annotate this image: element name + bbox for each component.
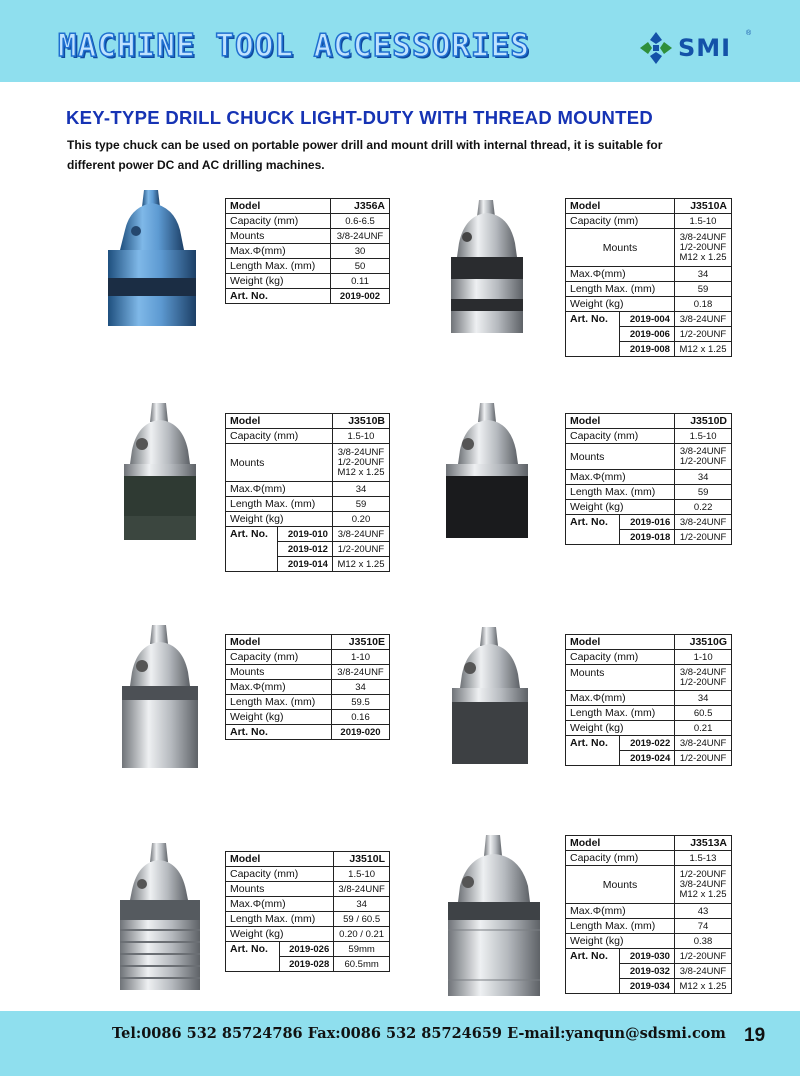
art-no-code: 2019-028 xyxy=(280,957,334,972)
mount-option: 3/8-24UNF xyxy=(679,445,727,457)
max-diameter-value: 34 xyxy=(334,897,390,912)
registered-mark: ® xyxy=(746,30,752,37)
length-label: Length Max. (mm) xyxy=(226,912,334,927)
table-row xyxy=(566,866,732,904)
table-row xyxy=(566,836,732,851)
capacity-value: 1-10 xyxy=(675,650,732,665)
table-row xyxy=(226,199,390,214)
chuck-image-j3510l xyxy=(112,838,207,998)
max-diameter-label: Max.Φ(mm) xyxy=(226,482,333,497)
chuck-image-j3510e xyxy=(110,620,210,775)
max-diameter-value: 34 xyxy=(332,482,389,497)
table-row xyxy=(226,912,390,927)
spec-table-j3510l xyxy=(225,851,390,972)
length-label: Length Max. (mm) xyxy=(566,485,675,500)
capacity-value: 1.5-10 xyxy=(332,429,389,444)
table-row xyxy=(226,695,390,710)
mounts-label: Mounts xyxy=(226,444,333,482)
spec-table-j3510d xyxy=(565,413,732,545)
mount-option: 3/8-24UNF xyxy=(679,666,727,678)
mounts-label: Mounts xyxy=(566,866,675,904)
blank-cell xyxy=(226,557,278,572)
mounts-label: Mounts xyxy=(566,444,675,470)
mount-option: 1/2-20UNF xyxy=(679,241,727,253)
length-label: Length Max. (mm) xyxy=(226,695,332,710)
table-row xyxy=(566,650,732,665)
spec-table-j3510a xyxy=(565,198,732,357)
table-row xyxy=(226,942,390,957)
mounts-value xyxy=(674,229,731,267)
mount-option: 3/8-24UNF xyxy=(679,878,727,890)
header-banner xyxy=(0,0,800,82)
blank-cell xyxy=(566,530,620,545)
capacity-label: Capacity (mm) xyxy=(566,429,675,444)
length-value: 59 xyxy=(675,485,732,500)
table-row xyxy=(226,259,390,274)
table-row xyxy=(226,482,390,497)
table-row xyxy=(226,527,390,542)
chuck-image-j356a xyxy=(100,185,205,355)
mount-option: 1/2-20UNF xyxy=(679,868,727,880)
table-row xyxy=(226,214,390,229)
mount-option: M12 x 1.25 xyxy=(337,466,385,478)
art-no-mount: M12 x 1.25 xyxy=(332,557,389,572)
weight-value: 0.16 xyxy=(332,710,390,725)
mounts-value: 3/8-24UNF xyxy=(334,882,390,897)
weight-label: Weight (kg) xyxy=(226,512,333,527)
table-row xyxy=(226,289,390,304)
art-no-mount: M12 x 1.25 xyxy=(674,979,731,994)
max-diameter-value: 43 xyxy=(674,904,731,919)
table-row xyxy=(566,414,732,429)
table-row xyxy=(566,635,732,650)
capacity-value: 1-10 xyxy=(332,650,390,665)
art-no-mount: M12 x 1.25 xyxy=(674,342,731,357)
table-row xyxy=(566,721,732,736)
mounts-value: 3/8-24UNF xyxy=(332,665,390,680)
table-row xyxy=(566,444,732,470)
model-value: J3510L xyxy=(334,852,390,867)
table-row xyxy=(566,282,732,297)
art-no-value: 2019-020 xyxy=(332,725,390,740)
art-no-code: 2019-008 xyxy=(620,342,675,357)
blank-cell xyxy=(566,327,620,342)
model-value: J3510B xyxy=(332,414,389,429)
model-value: J3510E xyxy=(332,635,390,650)
mounts-label: Mounts xyxy=(566,665,675,691)
length-label: Length Max. (mm) xyxy=(226,497,333,512)
art-no-mount: 59mm xyxy=(334,942,390,957)
section-title: KEY-TYPE DRILL CHUCK LIGHT-DUTY WITH THREAD MOUNTED xyxy=(66,107,654,128)
spec-table-j3510e xyxy=(225,634,390,740)
spec-table-j356a xyxy=(225,198,390,304)
model-label: Model xyxy=(566,414,675,429)
table-row xyxy=(566,706,732,721)
capacity-label: Capacity (mm) xyxy=(226,214,331,229)
art-no-mount: 1/2-20UNF xyxy=(332,542,389,557)
model-label: Model xyxy=(226,199,331,214)
mounts-label: Mounts xyxy=(226,665,332,680)
table-row xyxy=(226,957,390,972)
mounts-value xyxy=(332,444,389,482)
blank-cell xyxy=(226,542,278,557)
table-row xyxy=(566,665,732,691)
art-no-mount: 3/8-24UNF xyxy=(674,964,731,979)
model-label: Model xyxy=(226,852,334,867)
weight-value: 0.38 xyxy=(674,934,731,949)
chuck-image-j3510b xyxy=(110,398,210,558)
blank-cell xyxy=(566,342,620,357)
capacity-value: 0.6-6.5 xyxy=(331,214,390,229)
table-row xyxy=(226,444,390,482)
weight-label: Weight (kg) xyxy=(226,927,334,942)
table-row xyxy=(566,199,732,214)
weight-value: 0.22 xyxy=(675,500,732,515)
table-row xyxy=(566,949,732,964)
length-label: Length Max. (mm) xyxy=(566,919,675,934)
art-no-mount: 1/2-20UNF xyxy=(674,949,731,964)
max-diameter-label: Max.Φ(mm) xyxy=(226,897,334,912)
chuck-image-j3510a xyxy=(437,195,537,345)
mount-option: 3/8-24UNF xyxy=(679,231,727,243)
spec-table-j3513a xyxy=(565,835,732,994)
capacity-label: Capacity (mm) xyxy=(226,867,334,882)
length-value: 59 xyxy=(674,282,731,297)
table-row xyxy=(226,274,390,289)
table-row xyxy=(226,725,390,740)
art-no-mount: 1/2-20UNF xyxy=(675,751,732,766)
capacity-label: Capacity (mm) xyxy=(226,429,333,444)
art-no-code: 2019-010 xyxy=(278,527,333,542)
length-value: 50 xyxy=(331,259,390,274)
model-value: J3510A xyxy=(674,199,731,214)
weight-label: Weight (kg) xyxy=(566,297,675,312)
blank-cell xyxy=(566,751,620,766)
art-no-label: Art. No. xyxy=(226,527,278,542)
art-no-value: 2019-002 xyxy=(331,289,390,304)
company-logo xyxy=(638,30,758,66)
table-row xyxy=(566,919,732,934)
model-value: J3510D xyxy=(675,414,732,429)
max-diameter-value: 34 xyxy=(674,267,731,282)
max-diameter-label: Max.Φ(mm) xyxy=(566,267,675,282)
model-value: J356A xyxy=(331,199,390,214)
table-row xyxy=(566,470,732,485)
table-row xyxy=(566,342,732,357)
length-value: 60.5 xyxy=(675,706,732,721)
art-no-mount: 3/8-24UNF xyxy=(674,312,731,327)
mount-option: M12 x 1.25 xyxy=(679,251,727,263)
table-row xyxy=(226,244,390,259)
table-row xyxy=(566,297,732,312)
capacity-label: Capacity (mm) xyxy=(566,851,675,866)
art-no-code: 2019-026 xyxy=(280,942,334,957)
art-no-code: 2019-012 xyxy=(278,542,333,557)
chuck-image-j3510d xyxy=(436,398,536,558)
model-label: Model xyxy=(566,635,675,650)
max-diameter-label: Max.Φ(mm) xyxy=(566,470,675,485)
mounts-value xyxy=(675,444,732,470)
table-row xyxy=(226,665,390,680)
art-no-code: 2019-006 xyxy=(620,327,675,342)
table-row xyxy=(226,512,390,527)
max-diameter-label: Max.Φ(mm) xyxy=(226,244,331,259)
mounts-label: Mounts xyxy=(566,229,675,267)
weight-label: Weight (kg) xyxy=(226,710,332,725)
table-row xyxy=(566,964,732,979)
art-no-code: 2019-018 xyxy=(620,530,675,545)
weight-label: Weight (kg) xyxy=(566,721,675,736)
art-no-label: Art. No. xyxy=(226,725,332,740)
mounts-label: Mounts xyxy=(226,229,331,244)
art-no-label: Art. No. xyxy=(226,289,331,304)
art-no-label: Art. No. xyxy=(226,942,280,957)
art-no-mount: 3/8-24UNF xyxy=(675,736,732,751)
art-no-mount: 1/2-20UNF xyxy=(674,327,731,342)
blank-cell xyxy=(566,964,620,979)
art-no-mount: 60.5mm xyxy=(334,957,390,972)
spec-table-j3510g xyxy=(565,634,732,766)
table-row xyxy=(226,557,390,572)
table-row xyxy=(226,852,390,867)
table-row xyxy=(566,429,732,444)
table-row xyxy=(566,904,732,919)
table-row xyxy=(566,312,732,327)
model-label: Model xyxy=(566,836,675,851)
mounts-label: Mounts xyxy=(226,882,334,897)
max-diameter-label: Max.Φ(mm) xyxy=(226,680,332,695)
chuck-image-j3513a xyxy=(440,830,548,1005)
length-label: Length Max. (mm) xyxy=(566,282,675,297)
table-row xyxy=(566,327,732,342)
page-number: 19 xyxy=(744,1025,766,1046)
model-label: Model xyxy=(226,414,333,429)
weight-label: Weight (kg) xyxy=(566,500,675,515)
art-no-code: 2019-022 xyxy=(620,736,675,751)
max-diameter-value: 34 xyxy=(675,691,732,706)
table-row xyxy=(566,515,732,530)
art-no-label: Art. No. xyxy=(566,312,620,327)
capacity-label: Capacity (mm) xyxy=(566,650,675,665)
length-value: 59 / 60.5 xyxy=(334,912,390,927)
model-value: J3513A xyxy=(674,836,731,851)
smi-logo-icon xyxy=(638,30,674,66)
weight-value: 0.21 xyxy=(675,721,732,736)
art-no-code: 2019-024 xyxy=(620,751,675,766)
table-row xyxy=(566,934,732,949)
art-no-mount: 1/2-20UNF xyxy=(675,530,732,545)
table-row xyxy=(226,414,390,429)
table-row xyxy=(226,927,390,942)
banner-title: MACHINE TOOL ACCESSORIES xyxy=(58,28,530,64)
table-row xyxy=(566,979,732,994)
art-no-label: Art. No. xyxy=(566,736,620,751)
blank-cell xyxy=(566,979,620,994)
capacity-value: 1.5-10 xyxy=(334,867,390,882)
table-row xyxy=(226,650,390,665)
max-diameter-label: Max.Φ(mm) xyxy=(566,904,675,919)
art-no-code: 2019-034 xyxy=(620,979,675,994)
footer-bar xyxy=(0,1011,800,1076)
weight-value: 0.20 xyxy=(332,512,389,527)
section-description: This type chuck can be used on portable power drill and mount drill with internal thread, it is suitable for different power DC and AC drilling machines. xyxy=(67,138,663,172)
table-row xyxy=(226,882,390,897)
mount-option: 1/2-20UNF xyxy=(337,456,385,468)
mounts-value xyxy=(675,665,732,691)
mount-option: M12 x 1.25 xyxy=(679,888,727,900)
max-diameter-value: 34 xyxy=(675,470,732,485)
mounts-value xyxy=(674,866,731,904)
table-row xyxy=(566,751,732,766)
capacity-label: Capacity (mm) xyxy=(566,214,675,229)
contact-info: Tel:0086 532 85724786 Fax:0086 532 85724659 E-mail:yanqun@sdsmi.com xyxy=(112,1025,726,1042)
length-value: 59 xyxy=(332,497,389,512)
mount-option: 3/8-24UNF xyxy=(337,446,385,458)
logo-text: SMI xyxy=(678,34,732,62)
art-no-code: 2019-032 xyxy=(620,964,675,979)
capacity-value: 1.5-10 xyxy=(675,429,732,444)
art-no-label: Art. No. xyxy=(566,515,620,530)
model-label: Model xyxy=(226,635,332,650)
length-value: 74 xyxy=(674,919,731,934)
capacity-label: Capacity (mm) xyxy=(226,650,332,665)
spec-table-j3510b xyxy=(225,413,390,572)
table-row xyxy=(226,429,390,444)
mount-option: 1/2-20UNF xyxy=(679,676,727,688)
table-row xyxy=(226,680,390,695)
weight-value: 0.18 xyxy=(674,297,731,312)
weight-label: Weight (kg) xyxy=(566,934,675,949)
table-row xyxy=(566,736,732,751)
table-row xyxy=(566,485,732,500)
art-no-mount: 3/8-24UNF xyxy=(332,527,389,542)
weight-value: 0.11 xyxy=(331,274,390,289)
model-value: J3510G xyxy=(675,635,732,650)
mounts-value: 3/8-24UNF xyxy=(331,229,390,244)
table-row xyxy=(226,229,390,244)
table-row xyxy=(226,867,390,882)
art-no-code: 2019-030 xyxy=(620,949,675,964)
table-row xyxy=(566,214,732,229)
art-no-code: 2019-004 xyxy=(620,312,675,327)
table-row xyxy=(566,267,732,282)
table-row xyxy=(226,542,390,557)
blank-cell xyxy=(226,957,280,972)
capacity-value: 1.5-13 xyxy=(674,851,731,866)
max-diameter-value: 34 xyxy=(332,680,390,695)
table-row xyxy=(566,229,732,267)
length-label: Length Max. (mm) xyxy=(226,259,331,274)
table-row xyxy=(226,497,390,512)
model-label: Model xyxy=(566,199,675,214)
length-label: Length Max. (mm) xyxy=(566,706,675,721)
table-row xyxy=(226,635,390,650)
length-value: 59.5 xyxy=(332,695,390,710)
weight-value: 0.20 / 0.21 xyxy=(334,927,390,942)
chuck-image-j3510g xyxy=(440,622,540,777)
max-diameter-value: 30 xyxy=(331,244,390,259)
table-row xyxy=(226,897,390,912)
weight-label: Weight (kg) xyxy=(226,274,331,289)
art-no-label: Art. No. xyxy=(566,949,620,964)
table-row xyxy=(566,851,732,866)
table-row xyxy=(566,691,732,706)
table-row xyxy=(566,500,732,515)
table-row xyxy=(566,530,732,545)
capacity-value: 1.5-10 xyxy=(674,214,731,229)
art-no-mount: 3/8-24UNF xyxy=(675,515,732,530)
art-no-code: 2019-016 xyxy=(620,515,675,530)
mount-option: 1/2-20UNF xyxy=(679,455,727,467)
max-diameter-label: Max.Φ(mm) xyxy=(566,691,675,706)
art-no-code: 2019-014 xyxy=(278,557,333,572)
table-row xyxy=(226,710,390,725)
